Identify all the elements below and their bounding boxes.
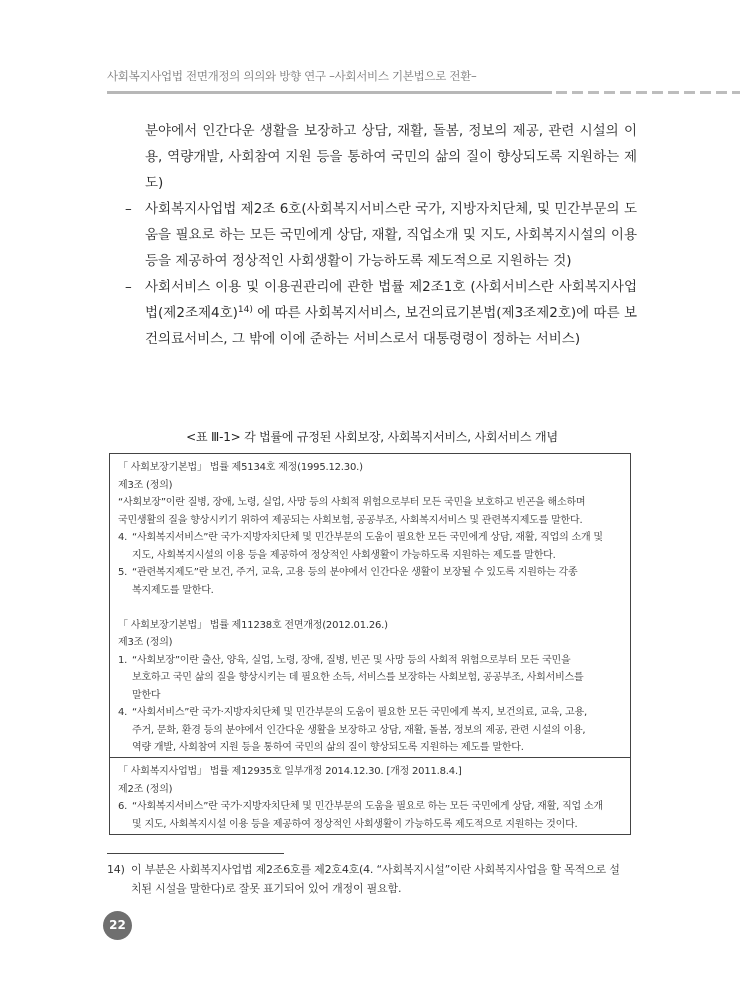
item-line: 보호하고 국민 삶의 질을 향상시키는 데 필요한 소득, 서비스를 보장하는 사회보험, 공공부조, 사회서비스를	[132, 672, 584, 683]
law-section-framework-act-1995	[110, 454, 630, 757]
law-title: 「 사회보장기본법」 법률 제5134호 제정(1995.12.30.)	[118, 462, 363, 473]
running-header: 사회복지사업법 전면개정의 의의와 방향 연구 –사회서비스 기본법으로 전환–	[107, 69, 477, 83]
bullet-text-part-b: 에 따른 사회복지서비스, 보건의료기본법(제3조제2호)에 따른 보건의료서비스, 그 밖에 이에 준하는 서비스로서 대통령령이 정하는 서비스)	[145, 305, 637, 347]
item-line: “관련복지제도”란 보건, 주거, 교육, 고용 등의 분야에서 인간다운 생활이 보장될 수 있도록 지원하는 각종	[132, 567, 578, 578]
law-item	[118, 652, 622, 705]
article-heading: 제3조 (정의)	[118, 637, 173, 648]
item-line: 지도, 사회복지시설의 이용 등을 제공하여 정상적인 사회생활이 가능하도록 지원하는 제도를 말한다.	[132, 549, 556, 561]
item-line: 역량 개발, 사회참여 지원 등을 통하여 국민의 삶의 질이 향상되도록 지원하는 제도를 말한다.	[132, 742, 524, 753]
bullet-social-welfare-act	[107, 196, 637, 274]
bullet-text-part-a: 사회서비스 이용 및 이용권관리에 관한 법률 제2조1호 (사회서비스란 사회복지사업법(제2조제4호)	[145, 279, 637, 321]
item-number: 4.	[118, 532, 128, 543]
footnote-line: 이 부분은 사회복지사업법 제2조6호를 제2호4호(4. “사회복지시설”이란 사회복지사업을 할 목적으로 설	[131, 863, 620, 876]
law-item	[118, 704, 622, 757]
item-line: 말한다	[132, 689, 161, 701]
article-heading: 제2조 (정의)	[118, 783, 173, 795]
header-dashed-rule	[556, 91, 740, 94]
item-line: 복지제도를 말한다.	[132, 584, 214, 596]
article-heading: 제3조 (정의)	[118, 479, 173, 491]
footnote-reference[interactable]: 14)	[237, 305, 253, 315]
law-definitions-table	[109, 453, 631, 835]
section-spacer	[118, 599, 622, 617]
item-line: 주거, 문화, 환경 등의 분야에서 인간다운 생활을 보장하고 상담, 재활, 돌봄, 정보의 제공, 관련 시설의 이용,	[132, 724, 586, 736]
dash-marker: –	[125, 201, 132, 217]
bullet-text: 사회복지사업법 제2조 6호(사회복지서비스란 국가, 지방자치단체, 및 민간부문의 도움을 필요로 하는 모든 국민에게 상담, 재활, 직업소개 및 지도, 사회복지시설의 이용 등을 제공하여 정상적인 사회생활이 가능하도록 제도적으로 지원하는 것)	[145, 201, 637, 269]
lead-paragraph: 분야에서 인간다운 생활을 보장하고 상담, 재활, 돌봄, 정보의 제공, 관련 시설의 이용, 역량개발, 사회참여 지원 등을 통하여 국민의 삶의 질이 향상되도록 지원하는 제도)	[145, 123, 637, 191]
item-number: 6.	[118, 801, 128, 812]
footnote-number: 14)	[107, 863, 125, 876]
footnote	[107, 860, 635, 898]
item-line: “사회보장”이란 출산, 양육, 실업, 노령, 장애, 질병, 빈곤 및 사망 등의 사회적 위험으로부터 모든 국민을	[132, 654, 571, 666]
table-caption: <표 Ⅲ-1> 각 법률에 규정된 사회보장, 사회복지서비스, 사회서비스 개념	[186, 430, 558, 444]
item-number: 4.	[118, 707, 128, 718]
law-item	[118, 564, 622, 599]
page-number-badge: 22	[103, 911, 132, 940]
item-line: 및 지도, 사회복지시설 이용 등을 제공하여 정상적인 사회생활이 가능하도록 제도적으로 지원하는 것이다.	[132, 818, 578, 830]
law-item	[118, 529, 622, 564]
law-item	[118, 798, 622, 833]
item-line: “사회복지서비스”란 국가·지방자치단체 및 민간부문의 도움이 필요한 모든 국민에게 상담, 재활, 직업의 소개 및	[132, 532, 603, 543]
law-title: 「 사회보장기본법」 법률 제11238호 전면개정(2012.01.26.)	[118, 619, 388, 631]
item-number: 1.	[118, 654, 128, 666]
bullet-social-service-voucher-act	[107, 274, 637, 352]
header-rule	[107, 91, 552, 94]
item-line: “사회서비스”란 국가·지방자치단체 및 민간부문의 도움이 필요한 모든 국민에게 복지, 보건의료, 교육, 고용,	[132, 707, 587, 718]
law-section-social-welfare-act	[110, 757, 630, 833]
body-text	[107, 118, 637, 352]
item-number: 5.	[118, 567, 128, 578]
footnote-line: 치된 시설을 말한다)로 잘못 표기되어 있어 개정이 필요함.	[131, 882, 402, 895]
dash-marker: –	[125, 279, 132, 295]
definition-line: 국민생활의 질을 향상시키기 위하여 제공되는 사회보험, 공공부조, 사회복지서비스 및 관련복지제도를 말한다.	[118, 514, 583, 526]
definition-line: “사회보장”이란 질병, 장애, 노령, 실업, 사망 등의 사회적 위험으로부터 모든 국민을 보호하고 빈곤을 해소하며	[118, 497, 586, 508]
footnote-rule	[107, 853, 284, 854]
law-title: 「 사회복지사업법」 법률 제12935호 일부개정 2014.12.30. [개정 2011.8.4.]	[118, 766, 462, 777]
item-line: “사회복지서비스”란 국가·지방자치단체 및 민간부문의 도움을 필요로 하는 모든 국민에게 상담, 재활, 직업 소개	[132, 801, 603, 812]
